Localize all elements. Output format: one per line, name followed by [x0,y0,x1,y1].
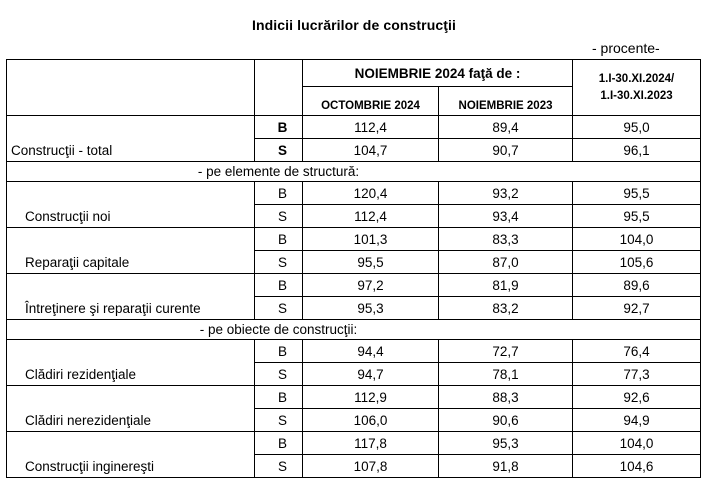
table-row [7,116,701,139]
row-code: S [255,363,303,386]
value-nov2023: 83,2 [439,297,573,320]
header-cumulative-line2: 1.I-30.XI.2023 [600,89,673,102]
table-row [7,432,701,455]
value-oct2024: 97,2 [303,274,439,297]
value-oct2024: 94,7 [303,363,439,386]
row-label: Construcţii noi [7,182,255,228]
value-nov2023: 93,4 [439,205,573,228]
table-row [7,386,701,409]
value-nov2023: 72,7 [439,340,573,363]
value-cumulative: 92,7 [573,297,701,320]
header-group: NOIEMBRIE 2024 faţă de : [303,60,573,87]
row-code: S [255,251,303,274]
header-empty-label [7,60,255,116]
value-cumulative: 104,0 [573,228,701,251]
value-nov2023: 93,2 [439,182,573,205]
value-oct2024: 120,4 [303,182,439,205]
unit-label: - procente- [592,40,660,56]
row-label: Clădiri rezidenţiale [7,340,255,386]
value-nov2023: 83,3 [439,228,573,251]
value-nov2023: 81,9 [439,274,573,297]
value-cumulative: 104,0 [573,432,701,455]
page-title: Indicii lucrărilor de construcţii [251,17,456,33]
value-cumulative: 94,9 [573,409,701,432]
header-col-oct2024: OCTOMBRIE 2024 [303,87,439,116]
row-label: Clădiri nerezidenţiale [7,386,255,432]
row-code: B [255,182,303,205]
value-oct2024: 104,7 [303,139,439,162]
value-oct2024: 106,0 [303,409,439,432]
section-row [7,320,701,340]
value-nov2023: 87,0 [439,251,573,274]
section-title: - pe elemente de structură: [7,162,701,182]
value-cumulative: 104,6 [573,455,701,478]
value-oct2024: 112,9 [303,386,439,409]
row-label: Întreţinere şi reparaţii curente [7,274,255,320]
value-cumulative: 95,5 [573,182,701,205]
value-cumulative: 96,1 [573,139,701,162]
row-label: Construcţii - total [7,116,255,162]
section-row [7,162,701,182]
row-code: S [255,139,303,162]
row-code: B [255,116,303,139]
table-row [7,228,701,251]
value-oct2024: 95,5 [303,251,439,274]
value-nov2023: 90,6 [439,409,573,432]
row-code: S [255,409,303,432]
table-row [7,274,701,297]
row-code: B [255,386,303,409]
value-cumulative: 95,5 [573,205,701,228]
row-label: Reparaţii capitale [7,228,255,274]
row-code: B [255,274,303,297]
value-cumulative: 95,0 [573,116,701,139]
row-code: B [255,228,303,251]
value-oct2024: 117,8 [303,432,439,455]
value-nov2023: 88,3 [439,386,573,409]
header-cumulative [573,60,701,116]
header-col-nov2023: NOIEMBRIE 2023 [439,87,573,116]
value-oct2024: 101,3 [303,228,439,251]
row-code: B [255,432,303,455]
value-cumulative: 92,6 [573,386,701,409]
value-oct2024: 94,4 [303,340,439,363]
row-code: S [255,205,303,228]
value-nov2023: 95,3 [439,432,573,455]
row-code: B [255,340,303,363]
value-oct2024: 95,3 [303,297,439,320]
section-title: - pe obiecte de construcţii: [7,320,701,340]
row-label: Construcţii inginereşti [7,432,255,478]
indices-table [6,59,701,478]
row-code: S [255,297,303,320]
row-code: S [255,455,303,478]
value-oct2024: 107,8 [303,455,439,478]
value-nov2023: 89,4 [439,116,573,139]
value-cumulative: 89,6 [573,274,701,297]
header-row-top [7,60,701,87]
value-oct2024: 112,4 [303,116,439,139]
header-empty-code [255,60,303,116]
value-cumulative: 105,6 [573,251,701,274]
value-nov2023: 91,8 [439,455,573,478]
value-nov2023: 90,7 [439,139,573,162]
value-oct2024: 112,4 [303,205,439,228]
value-cumulative: 76,4 [573,340,701,363]
table-row [7,340,701,363]
value-nov2023: 78,1 [439,363,573,386]
value-cumulative: 77,3 [573,363,701,386]
table-row [7,182,701,205]
header-cumulative-line1: 1.I-30.XI.2024/ [598,72,675,85]
